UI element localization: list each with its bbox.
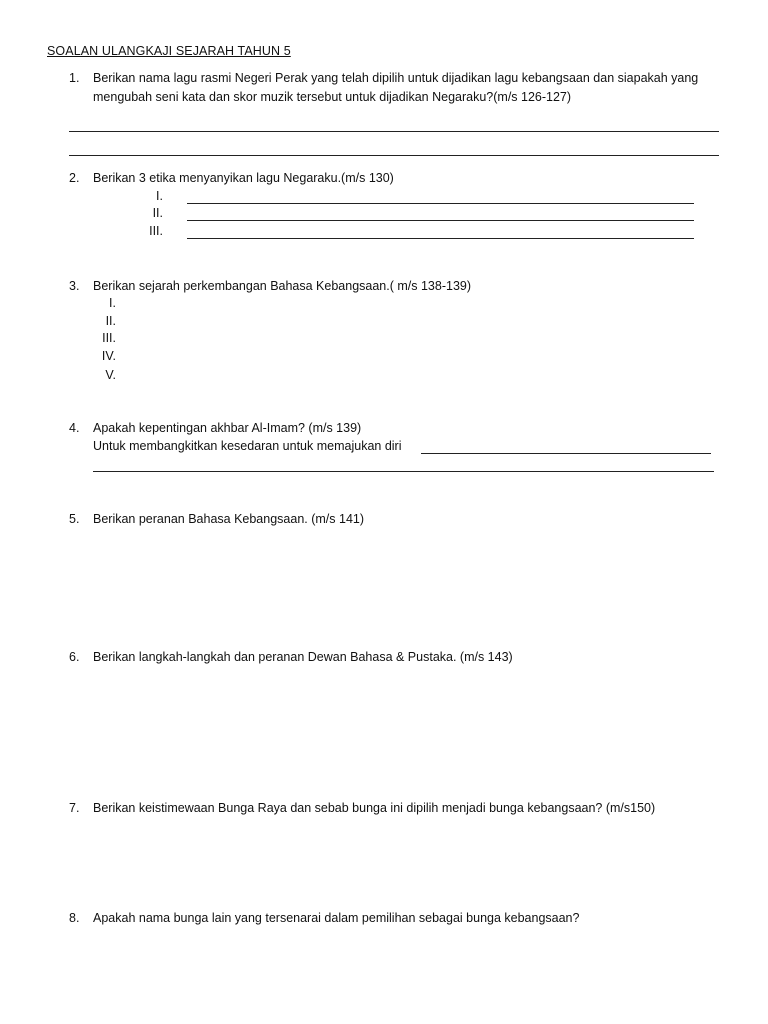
answer-line[interactable] — [187, 220, 694, 221]
list-marker: III. — [102, 331, 116, 345]
question-text: Berikan sejarah perkembangan Bahasa Kebangsaan.( m/s 138-139) — [93, 279, 472, 293]
list-marker: I. — [109, 296, 116, 310]
question-number: 7. — [69, 801, 80, 815]
list-marker: II. — [105, 314, 116, 328]
answer-prefix-text: Untuk membangkitkan kesedaran untuk memajukan diri — [93, 439, 402, 453]
question-number: 3. — [69, 279, 80, 293]
question-number: 5. — [69, 512, 80, 526]
list-marker: V. — [105, 368, 116, 382]
list-marker: II. — [152, 206, 163, 220]
answer-line[interactable] — [69, 155, 719, 156]
question-text: Apakah nama bunga lain yang tersenarai dalam pemilihan sebagai bunga kebangsaan? — [93, 911, 580, 925]
list-marker: III. — [149, 224, 163, 238]
list-marker: I. — [156, 189, 163, 203]
question-text: Berikan peranan Bahasa Kebangsaan. (m/s 141) — [93, 512, 365, 526]
question-text: Berikan keistimewaan Bunga Raya dan sebab bunga ini dipilih menjadi bunga kebangsaan? (m/s150) — [93, 801, 656, 815]
question-text: Berikan nama lagu rasmi Negeri Perak yang telah dipilih untuk dijadikan lagu kebangsaan dan siapakah yang — [93, 71, 699, 85]
answer-line[interactable] — [69, 131, 719, 132]
question-number: 1. — [69, 71, 80, 85]
answer-line[interactable] — [93, 471, 714, 472]
question-number: 4. — [69, 421, 80, 435]
list-marker: IV. — [101, 349, 116, 363]
question-text: mengubah seni kata dan skor muzik tersebut untuk dijadikan Negaraku?(m/s 126-127) — [93, 90, 572, 104]
question-number: 8. — [69, 911, 80, 925]
answer-line[interactable] — [187, 238, 694, 239]
question-text: Berikan langkah-langkah dan peranan Dewan Bahasa & Pustaka. (m/s 143) — [93, 650, 513, 664]
answer-line[interactable] — [187, 203, 694, 204]
answer-line[interactable] — [421, 453, 711, 454]
worksheet-title: SOALAN ULANGKAJI SEJARAH TAHUN 5 — [47, 44, 291, 58]
question-number: 6. — [69, 650, 80, 664]
question-text: Berikan 3 etika menyanyikan lagu Negaraku.(m/s 130) — [93, 171, 394, 185]
question-text: Apakah kepentingan akhbar Al-Imam? (m/s 139) — [93, 421, 362, 435]
question-number: 2. — [69, 171, 80, 185]
